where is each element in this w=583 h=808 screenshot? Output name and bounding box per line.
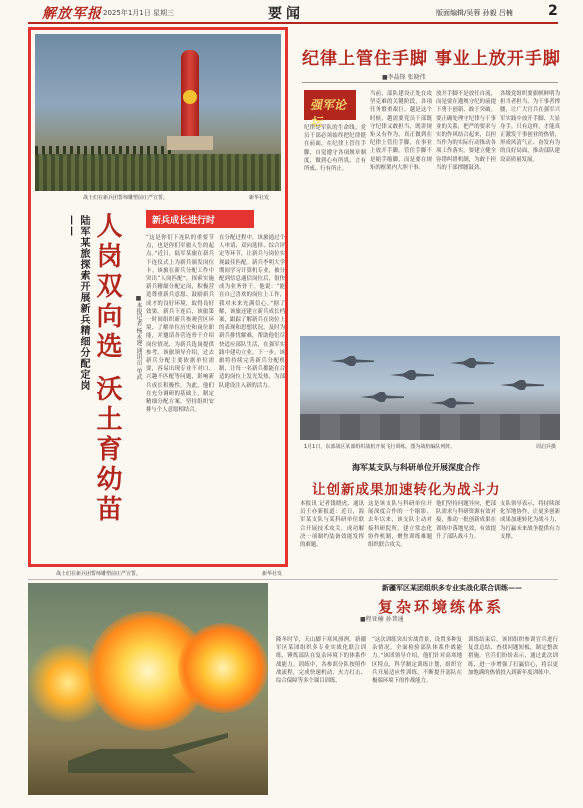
xinjiang-body-column: 隆冬时节，天山脚下寒风凛冽。新疆军区某团组织多专业实战化联合训练，锤炼部队在复杂环境下的体系作战能力。训练中，各参训分队按照作战流程，完成快速机动、火力打击、综合保障等多个课目训练。 [276, 637, 366, 685]
issue-date: 2025年1月1日 星期三 [103, 9, 174, 17]
commentary-body-column: 当前，部队建设正处在攻坚克难的关键阶段，各项任务繁重艰巨。越是这个时候，越需要党员干部既守纪律又敢担当，既讲规矩又有作为，真正做到在纪律上管住手脚，在事业上放开手脚。管住手脚不是缩手缩脚，而是要在规矩的框架内大胆干事。 [370, 91, 432, 171]
masthead-rule [28, 22, 558, 24]
navy-kicker: 海军某支队与科研单位开展深度合作 [352, 462, 480, 472]
lead-headline[interactable]: 人岗双向选 沃土育幼苗 [92, 212, 122, 526]
navy-body-column: 本报讯 记者钱晓虎、通讯员王亦新报道：近日，海军某支队与某科研单位联合开展技术攻关，成功解决一项制约装备效能发挥的难题。 [300, 501, 364, 549]
navy-body-column: 支队领导表示，将持续深化军地协作，让更多创新成果加速转化为战斗力，为打赢未来战争提供有力支撑。 [500, 501, 560, 540]
commentary-byline: ■李晶锋 张晓伟 [382, 74, 426, 81]
jet-icon [430, 398, 474, 408]
section-title: 要闻 [268, 6, 304, 22]
commentary-body-column: 各级党组织要旗帜鲜明为担当者担当、为干事者撑腰，让广大官兵在强军兴军实践中放开手脚、大显身手。只有这样，才能真正激发干事创业的热情，形成风清气正、奋发有为的良好局面，推动部队建设高质量发展。 [500, 91, 560, 163]
lead-photo-caption: 战士们在新兵团誓师雕塑前庄严宣誓。 [83, 195, 169, 201]
page-editors: 版面编辑/吴蓉 孙毅 吕楠 [436, 9, 513, 17]
commentary-headline[interactable]: 纪律上管住手脚 事业上放开手脚 [302, 49, 561, 69]
jet-icon [330, 356, 374, 366]
lead-body-column: “这是你们下连队的重要节点，也是你们军旅人生的起点。”近日，陆军某旅在新兵下连仪式上为新兵颁发岗位卡。该旅在新兵分配工作中突出“人岗匹配”，探索实施新兵精细分配定岗，积极营造尊重新兵意愿、鼓励新兵成才的良好环境，取得良好效果。新兵下连后，该旅第一时间组织新兵参观营区环境、了解单位历史和岗位职能，并邀请各营连骨干介绍岗位情况，为新兵选岗提供参考。该旅领导介绍，过去新兵分配主要依据单位需要，容易出现专业不对口、兴趣不匹配等问题，影响新兵成长积极性。为此，他们在充分调研的基础上，制定精细分配方案，坚持组织安排与个人意愿相结合。 [146, 235, 214, 414]
muzzle-flash [178, 623, 268, 713]
xinjiang-body-column: “这次训练突出实战背景，设置多种复杂情况，全面检验部队体系作战能力。”该团领导介绍，他们针对高寒地区特点，科学制定训练计划，组织官兵开展适应性训练，不断提升部队在极端环境下的作战能力。 [372, 637, 462, 685]
lead-kicker: 陆军某旅探索开展新兵精细分配定岗—— [66, 215, 89, 391]
navy-body-column: 他们坚持问题导向，把部队需求与科研资源有效对接，推动一批创新成果在训练中落地见效，有效提升了部队战斗力。 [436, 501, 496, 540]
divider [302, 82, 558, 83]
xinjiang-kicker: 新疆军区某团组织多专业实战化联合训练—— [382, 583, 522, 592]
commentary-body-column: 放开手脚不是放任自流，而是要在遵规守纪的前提下勇于创新、敢于突破。要正确处理守纪律与干事业的关系，把严的要求与实的作风结合起来，以担当作为的实际行动推动各项工作落实。要建立健全容错纠错机制，为敢于担当的干部撑腰鼓劲。 [436, 91, 496, 171]
jet-icon [450, 358, 494, 368]
xinjiang-byline: ■程亚楠 孙普通 [360, 616, 404, 623]
navy-headline[interactable]: 让创新成果加速转化为战斗力 [312, 482, 501, 498]
lead-subhead: 新兵成长进行时 [146, 210, 254, 228]
forum-banner-label: 强军论坛 [310, 98, 347, 129]
runway [300, 414, 560, 440]
page-number: 2 [548, 3, 558, 19]
jet-icon [390, 370, 434, 380]
jet-icon [500, 380, 544, 390]
jet-photo-credit: 周启兵摄 [536, 444, 557, 450]
jet-icon [360, 392, 404, 402]
lead-footer-credit: 新华社发 [262, 571, 283, 577]
newspaper-logo: 解放军报 [42, 6, 102, 22]
jet-photo-caption: 1月1日，东部战区某部组织战机开展飞行训练。图为战机编队列阵。 [304, 444, 456, 450]
artillery-gun [68, 733, 228, 773]
lead-photo[interactable] [35, 34, 281, 191]
xinjiang-body-column: 训练结束后，该团组织参训官兵进行复盘总结，查找问题短板，制定整改措施。官兵们纷纷表示，通过此次训练，进一步增强了打赢信心，将以更加饱满的热情投入到新年度训练中。 [468, 637, 558, 676]
xinjiang-headline[interactable]: 复杂环境练体系 [378, 598, 505, 616]
lead-byline: ■本报记者 杨永建 通讯员 单武 [135, 295, 142, 380]
commentary-body-column: 纪律是军队的生命线。党员干部必须始终把纪律挺在前面，在纪律上管住手脚，自觉遵守各项规章制度，做到心有所畏、言有所戒、行有所止。 [304, 125, 366, 173]
soldier-formation [35, 154, 281, 191]
forum-banner [304, 90, 356, 129]
navy-body-column: 这是该支队与科研单位开展深度合作的一个缩影。去年以来，该支队主动对接科研院所，建立常态化协作机制，聚焦训练难题组织联合攻关。 [368, 501, 432, 549]
lead-footer-caption: 战士们在新兵团誓师雕塑前庄严宣誓。 [56, 571, 142, 577]
fighter-jet-photo[interactable] [300, 336, 560, 440]
lead-story[interactable] [28, 27, 288, 567]
section-divider [28, 579, 558, 580]
lead-photo-credit: 新华社发 [249, 195, 270, 201]
monument-sculpture [175, 50, 205, 160]
emblem-icon [183, 90, 197, 104]
lead-body-column: 在分配过程中，该旅通过个人申请、双向选择、综合评定等环节，让新兵与岗位实现最佳匹配。新兵李明大学期间学习计算机专业，被分配到信息通信岗位后，很快成为业务骨干。他说：“能在自己喜欢的岗位上工作，我对未来充满信心。”据了解，该旅还建立新兵成长档案，跟踪了解新兵在岗位上的表现和思想状况，及时为新兵排忧解难，帮助他们尽快适应部队生活，在强军实践中建功立业。下一步，该旅将持续完善新兵分配机制，让每一名新兵都能在合适的岗位上发光发热，为部队建设注入新的活力。 [219, 235, 285, 389]
artillery-photo[interactable] [28, 583, 268, 795]
